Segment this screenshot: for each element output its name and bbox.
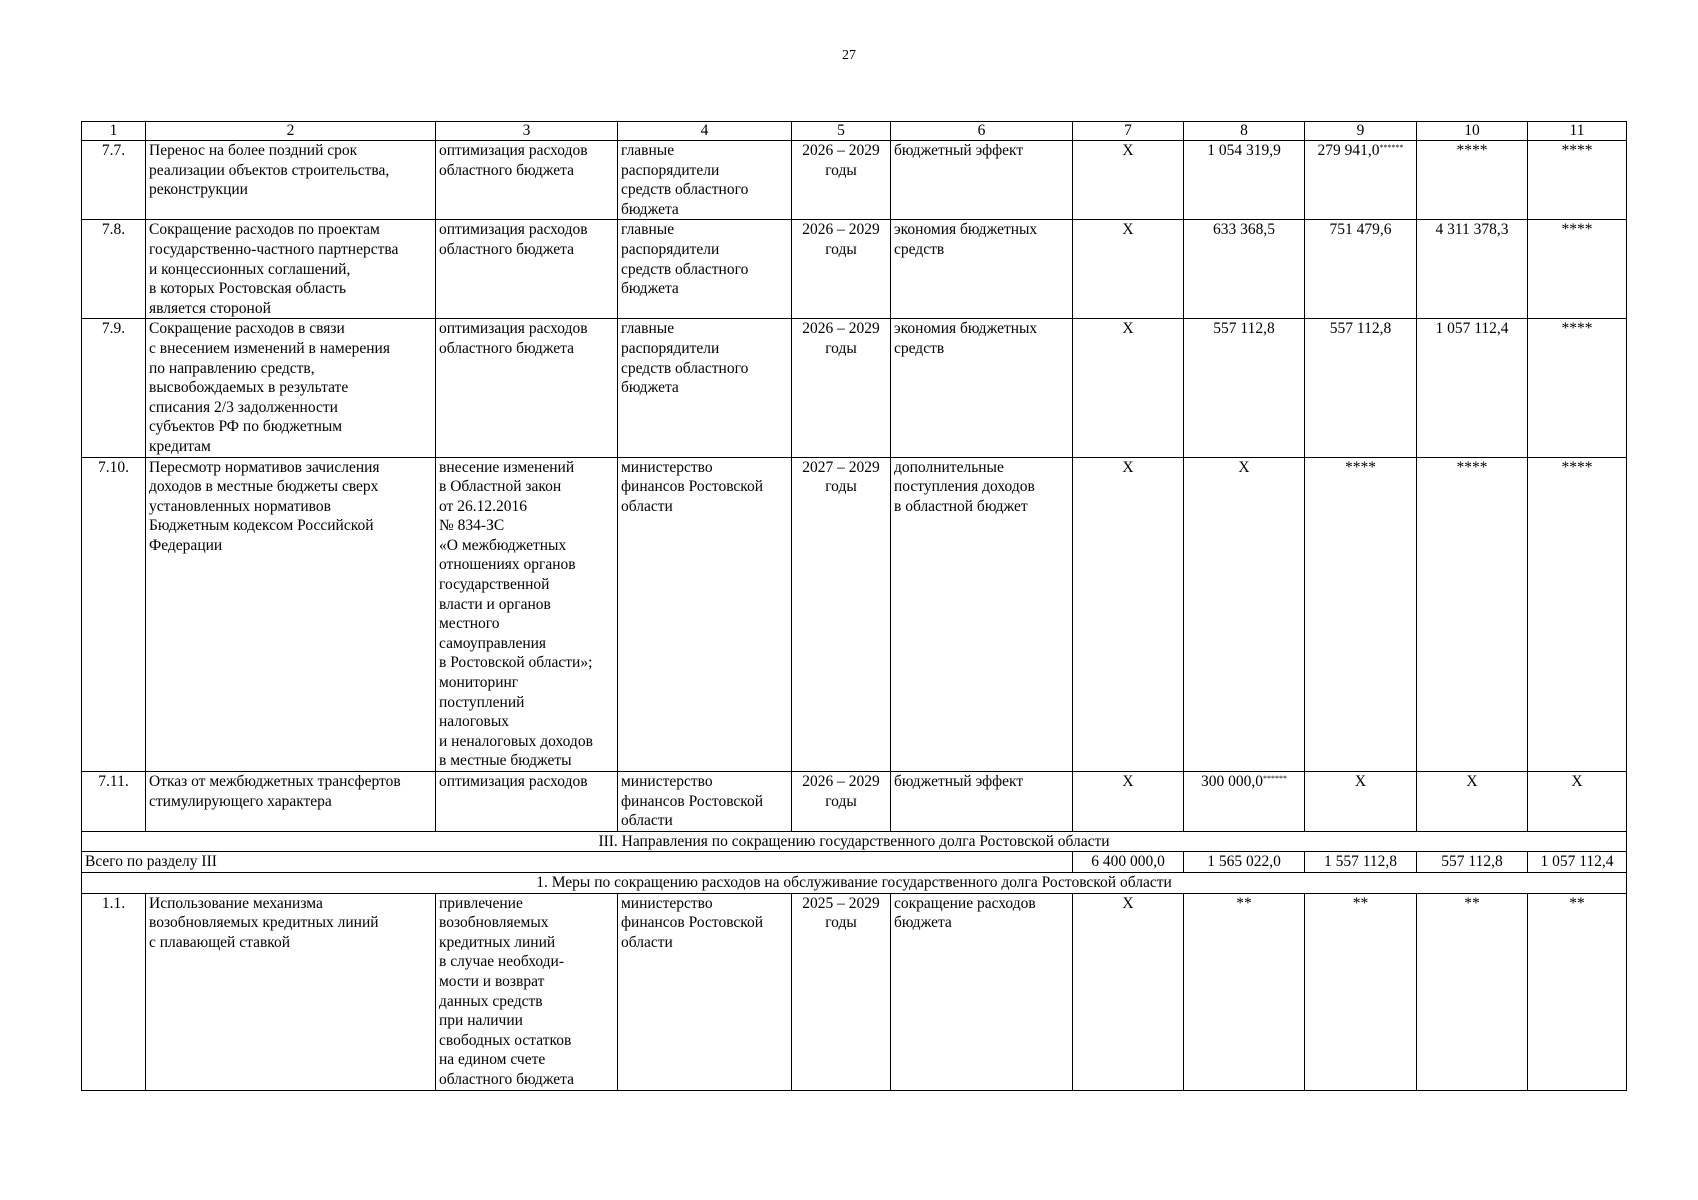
footnote-mark: ****** bbox=[1379, 143, 1404, 152]
effect: бюджетный эффект bbox=[891, 141, 1073, 220]
value-col8: 557 112,8 bbox=[1184, 319, 1305, 457]
section-title-row bbox=[82, 831, 1627, 852]
column-header: 7 bbox=[1073, 122, 1184, 141]
page-number: 27 bbox=[842, 48, 856, 63]
column-header: 4 bbox=[618, 122, 792, 141]
column-header: 3 bbox=[436, 122, 618, 141]
value-col11: **** bbox=[1528, 220, 1627, 319]
measure-name: Отказ от межбюджетных трансфертов стимулирующего характера bbox=[146, 772, 436, 832]
value-col11: **** bbox=[1528, 141, 1627, 220]
period: 2026 – 2029 годы bbox=[792, 141, 891, 220]
value-col9: 751 479,6 bbox=[1305, 220, 1417, 319]
table-row bbox=[82, 893, 1627, 1090]
value-col9-text: 279 941,0 bbox=[1317, 142, 1380, 159]
executor: главные распорядители средств областного бюджета bbox=[618, 319, 792, 457]
effect: экономия бюджетных средств bbox=[891, 220, 1073, 319]
subsection-title: 1. Меры по сокращению расходов на обслуживание государственного долга Ростовской области bbox=[82, 872, 1627, 893]
table-row bbox=[82, 772, 1627, 832]
value-col9 bbox=[1305, 141, 1417, 220]
column-header: 9 bbox=[1305, 122, 1417, 141]
value-col7: Х bbox=[1073, 772, 1184, 832]
value-col9: Х bbox=[1305, 772, 1417, 832]
value-col11: ** bbox=[1528, 893, 1627, 1090]
value-col8: Х bbox=[1184, 457, 1305, 772]
value-col10: Х bbox=[1417, 772, 1528, 832]
executor: министерство финансов Ростовской области bbox=[618, 772, 792, 832]
column-header: 6 bbox=[891, 122, 1073, 141]
value-col8-text: 300 000,0 bbox=[1201, 773, 1263, 790]
mechanism: оптимизация расходов областного бюджета bbox=[436, 220, 618, 319]
row-number: 7.10. bbox=[82, 457, 146, 772]
period: 2025 – 2029 годы bbox=[792, 893, 891, 1090]
value-col7: Х bbox=[1073, 141, 1184, 220]
value-col11: Х bbox=[1528, 772, 1627, 832]
value-col7: Х bbox=[1073, 457, 1184, 772]
table-row bbox=[82, 319, 1627, 457]
effect: экономия бюджетных средств bbox=[891, 319, 1073, 457]
column-header: 2 bbox=[146, 122, 436, 141]
value-col10: ** bbox=[1417, 893, 1528, 1090]
mechanism: оптимизация расходов областного бюджета bbox=[436, 141, 618, 220]
value-col8: 633 368,5 bbox=[1184, 220, 1305, 319]
effect: сокращение расходов бюджета bbox=[891, 893, 1073, 1090]
total-row bbox=[82, 852, 1627, 873]
table-row bbox=[82, 457, 1627, 772]
period: 2026 – 2029 годы bbox=[792, 772, 891, 832]
row-number: 1.1. bbox=[82, 893, 146, 1090]
value-col8: ** bbox=[1184, 893, 1305, 1090]
measure-name: Пересмотр нормативов зачисления доходов в местные бюджеты сверх установленных нормативов Бюджетным кодексом Российской Федерации bbox=[146, 457, 436, 772]
column-header: 11 bbox=[1528, 122, 1627, 141]
mechanism: внесение изменений в Областной закон от 26.12.2016 № 834-ЗС «О межбюджетных отношениях органов государственной власти и органов местного самоуправления в Ростовской области»; мониторинг поступлений налоговых и неналоговых доходов в местные бюджеты bbox=[436, 457, 618, 772]
executor: главные распорядители средств областного бюджета bbox=[618, 220, 792, 319]
period: 2026 – 2029 годы bbox=[792, 220, 891, 319]
effect: бюджетный эффект bbox=[891, 772, 1073, 832]
value-col7: Х bbox=[1073, 319, 1184, 457]
value-col10: 4 311 378,3 bbox=[1417, 220, 1528, 319]
value-col11: **** bbox=[1528, 319, 1627, 457]
value-col8 bbox=[1184, 772, 1305, 832]
executor: министерство финансов Ростовской области bbox=[618, 457, 792, 772]
total-col10: 557 112,8 bbox=[1417, 852, 1528, 873]
effect: дополнительные поступления доходов в областной бюджет bbox=[891, 457, 1073, 772]
measures-table bbox=[81, 121, 1627, 1091]
value-col11: **** bbox=[1528, 457, 1627, 772]
footnote-mark: ****** bbox=[1263, 774, 1287, 783]
row-number: 7.11. bbox=[82, 772, 146, 832]
value-col9: 557 112,8 bbox=[1305, 319, 1417, 457]
measure-name: Сокращение расходов в связи с внесением изменений в намерения по направлению средств, высвобождаемых в результате списания 2/3 задолженности субъектов РФ по бюджетным кредитам bbox=[146, 319, 436, 457]
total-col7: 6 400 000,0 bbox=[1073, 852, 1184, 873]
measure-name: Использование механизма возобновляемых кредитных линий с плавающей ставкой bbox=[146, 893, 436, 1090]
value-col10: **** bbox=[1417, 457, 1528, 772]
measure-name: Сокращение расходов по проектам государственно-частного партнерства и концессионных соглашений, в которых Ростовская область является стороной bbox=[146, 220, 436, 319]
period: 2027 – 2029 годы bbox=[792, 457, 891, 772]
value-col9: ** bbox=[1305, 893, 1417, 1090]
row-number: 7.8. bbox=[82, 220, 146, 319]
subsection-title-row bbox=[82, 872, 1627, 893]
row-number: 7.9. bbox=[82, 319, 146, 457]
executor: министерство финансов Ростовской области bbox=[618, 893, 792, 1090]
total-col11: 1 057 112,4 bbox=[1528, 852, 1627, 873]
executor: главные распорядители средств областного бюджета bbox=[618, 141, 792, 220]
value-col7: Х bbox=[1073, 893, 1184, 1090]
value-col8: 1 054 319,9 bbox=[1184, 141, 1305, 220]
value-col10: **** bbox=[1417, 141, 1528, 220]
table-row bbox=[82, 220, 1627, 319]
total-col8: 1 565 022,0 bbox=[1184, 852, 1305, 873]
table-row bbox=[82, 141, 1627, 220]
column-header: 8 bbox=[1184, 122, 1305, 141]
total-col9: 1 557 112,8 bbox=[1305, 852, 1417, 873]
column-header: 10 bbox=[1417, 122, 1528, 141]
mechanism: привлечение возобновляемых кредитных линий в случае необходи- мости и возврат данных средств при наличии свободных остатков на едином счете областного бюджета bbox=[436, 893, 618, 1090]
total-label: Всего по разделу III bbox=[82, 852, 1073, 873]
mechanism: оптимизация расходов bbox=[436, 772, 618, 832]
column-header: 5 bbox=[792, 122, 891, 141]
mechanism: оптимизация расходов областного бюджета bbox=[436, 319, 618, 457]
column-header: 1 bbox=[82, 122, 146, 141]
measure-name: Перенос на более поздний срок реализации объектов строительства, реконструкции bbox=[146, 141, 436, 220]
value-col9: **** bbox=[1305, 457, 1417, 772]
period: 2026 – 2029 годы bbox=[792, 319, 891, 457]
value-col10: 1 057 112,4 bbox=[1417, 319, 1528, 457]
value-col7: Х bbox=[1073, 220, 1184, 319]
column-number-header-row bbox=[82, 122, 1627, 141]
row-number: 7.7. bbox=[82, 141, 146, 220]
section-title: III. Направления по сокращению государственного долга Ростовской области bbox=[82, 831, 1627, 852]
